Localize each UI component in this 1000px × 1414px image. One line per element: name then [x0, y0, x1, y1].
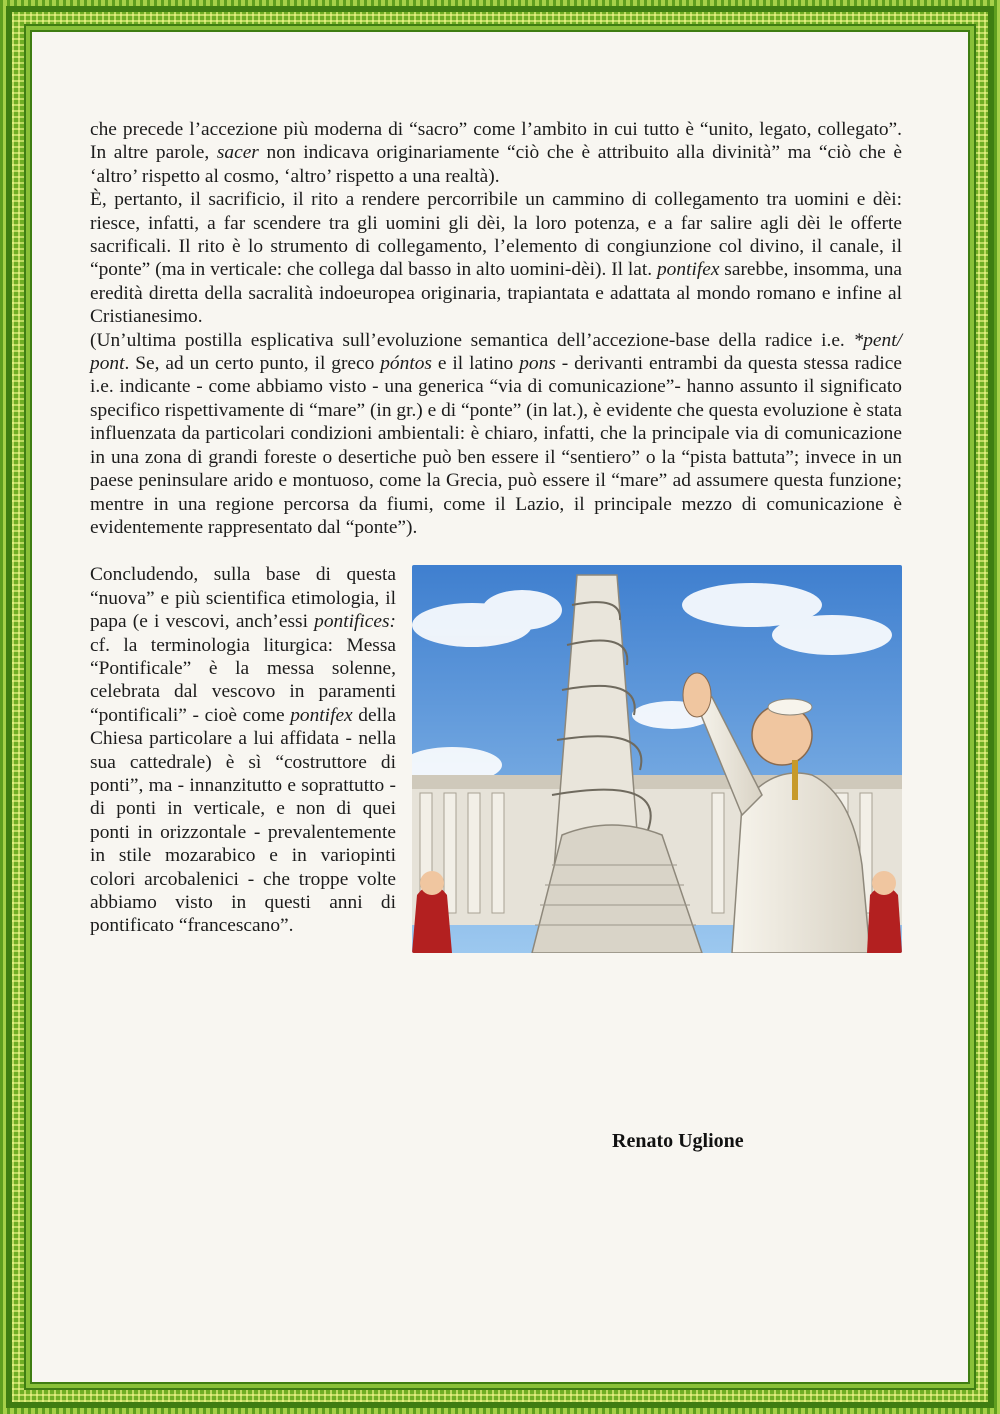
paragraph-1: che precede l’accezione più moderna di “sacro” come l’ambito in cui tutto è “unito, legato, collegato”. In altre parole, sacer non indicava originariamente “ciò che è attribuito alla divinità” ma “ciò che è ‘altro’ rispetto al cosmo, ‘altro’ rispetto a una realtà). — [90, 119, 903, 187]
article-body — [90, 118, 902, 963]
paragraph-gap — [90, 539, 902, 563]
paragraph-3: (Un’ultima postilla esplicativa sull’evoluzione semantica dell’accezione-base della radice i.e. *pent/ pont. Se, ad un certo punto, il greco póntos e il latino pons - derivanti entrambi da questa stessa radice i.e. indicante - come abbiamo visto - una generica “via di comunicazione”- hanno assunto il significato specifico rispettivamente di “mare” (in gr.) e di “ponte” (in lat.), è evidente che questa evoluzione è stata influenzata da particolari condizioni ambientali: è chiaro, infatti, che la principale via di comunicazione in una zona di grandi foreste o desertiche può ben essere il “sentiero” o la “pista battuta”; invece in un paese peninsulare arido e montuoso, come la Grecia, può essere il “mare” ad assumere questa funzione; mentre in una regione percorsa da fiumi, come il Lazio, il principale mezzo di comunicazione è evidentemente rappresentato dal “ponte”). — [90, 329, 902, 538]
illustration-pope-spiral-tower — [412, 565, 902, 953]
italic-term: pontifex — [656, 259, 720, 281]
paragraph-4: Concludendo, sulla base di questa “nuova” e più scientifica etimologia, il papa (e i vescovi, anch’essi pontifices: cf. la terminologia liturgica: Messa “Pontificale” è la messa solenne, celebrata dal vescovo in paramenti “pontificali” - cioè come pontifex della Chiesa particolare a lui affidata - nella sua cattedrale) è sì “costruttore di ponti”, ma - innanzitutto e soprattutto - di ponti in verticale, e non di quei ponti in orizzontale - prevalentemente in stile mozarabico e in variopinti colori arcobalenici - che troppe volte abbiamo visto in questi anni di pontificato “francescano”. — [90, 564, 396, 937]
illustration-svg — [412, 565, 902, 953]
italic-term: pons — [519, 353, 556, 375]
border-inner — [6, 6, 994, 1408]
italic-term: sacer — [216, 142, 259, 164]
italic-term: póntos — [380, 353, 432, 375]
paragraph-2: È, pertanto, il sacrificio, il rito a rendere percorribile un cammino di collegamento tra uomini e dèi: riesce, infatti, a far scendere tra gli uomini gli dèi, la loro potenza, e a far salire agli dèi le offerte sacrificali. Il rito è lo strumento di collegamento, l’elemento di congiunzione col divino, il canale, il “ponte” (ma in verticale: che collega dal basso in alto uomini-dèi). Il lat. pontifex sarebbe, insomma, una eredità diretta della sacralità indoeuropea originaria, trapiantata e adattata al mondo romano e infine al Cristianesimo. — [90, 189, 903, 328]
italic-term: *pent/ pont — [90, 329, 902, 375]
italic-term: pontifices: — [314, 611, 396, 633]
author-signature: Renato Uglione — [612, 1130, 744, 1152]
page-content — [30, 30, 970, 1384]
greek-key-border — [12, 12, 988, 1402]
border-line — [24, 24, 976, 1390]
italic-term: pontifex — [290, 704, 353, 726]
